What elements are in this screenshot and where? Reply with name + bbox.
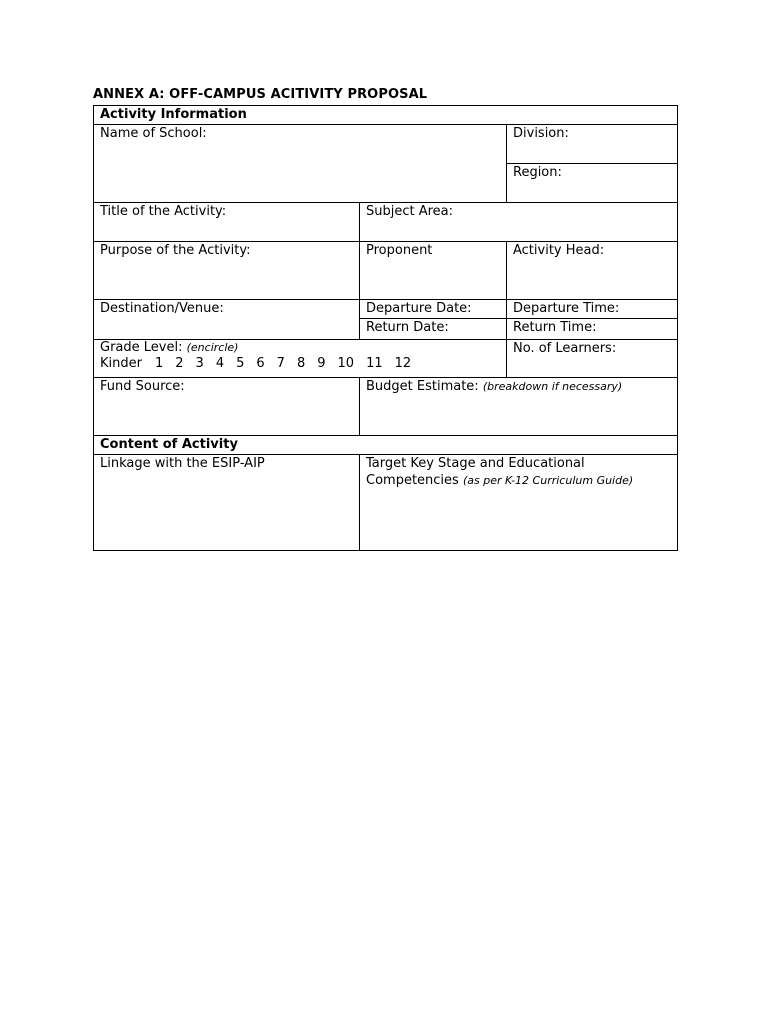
departure-date-field[interactable] bbox=[360, 300, 507, 319]
grade-level-note: (encircle) bbox=[186, 341, 239, 354]
no-of-learners-label: No. of Learners: bbox=[513, 341, 617, 356]
region-label: Region: bbox=[513, 165, 562, 180]
return-date-label: Return Date: bbox=[366, 320, 449, 335]
grade-option[interactable]: 10 bbox=[337, 356, 355, 371]
grade-option[interactable]: 7 bbox=[276, 356, 285, 371]
budget-estimate-field[interactable] bbox=[360, 378, 678, 436]
purpose-of-activity-label: Purpose of the Activity: bbox=[100, 243, 251, 258]
destination-venue-label: Destination/Venue: bbox=[100, 301, 224, 316]
grade-option[interactable]: 9 bbox=[317, 356, 326, 371]
title-of-activity-field[interactable] bbox=[94, 203, 360, 242]
activity-head-field[interactable] bbox=[507, 242, 678, 300]
grade-option[interactable]: 6 bbox=[256, 356, 265, 371]
section-heading-content-of-activity: Content of Activity bbox=[94, 436, 678, 455]
grade-option[interactable]: 8 bbox=[296, 356, 306, 371]
target-key-stage-field[interactable] bbox=[360, 455, 678, 551]
division-label: Division: bbox=[513, 126, 569, 141]
target-key-stage-label: Target Key Stage and Educational bbox=[366, 456, 585, 471]
name-of-school-label: Name of School: bbox=[100, 126, 207, 141]
proponent-field[interactable] bbox=[360, 242, 507, 300]
grade-option[interactable]: 2 bbox=[175, 356, 184, 371]
grade-level-label: Grade Level: bbox=[100, 340, 183, 355]
fund-source-label: Fund Source: bbox=[100, 379, 185, 394]
document-title: ANNEX A: OFF-CAMPUS ACITIVITY PROPOSAL bbox=[93, 87, 428, 102]
proponent-label: Proponent bbox=[366, 243, 433, 258]
linkage-field[interactable] bbox=[94, 455, 360, 551]
no-of-learners-field[interactable] bbox=[507, 340, 678, 378]
fund-source-field[interactable] bbox=[94, 378, 360, 436]
subject-area-field[interactable] bbox=[360, 203, 678, 242]
title-of-activity-label: Title of the Activity: bbox=[100, 204, 227, 219]
grade-level-field[interactable] bbox=[94, 340, 507, 378]
return-time-label: Return Time: bbox=[513, 320, 597, 335]
return-time-field[interactable] bbox=[507, 319, 678, 340]
purpose-of-activity-field[interactable] bbox=[94, 242, 360, 300]
curriculum-guide-note: (as per K-12 Curriculum Guide) bbox=[462, 474, 634, 487]
departure-date-label: Departure Date: bbox=[366, 301, 472, 316]
proposal-form-table bbox=[93, 105, 678, 551]
grade-option[interactable]: 4 bbox=[215, 356, 225, 371]
grade-option[interactable]: 11 bbox=[366, 356, 383, 371]
budget-estimate-label: Budget Estimate: bbox=[366, 379, 479, 394]
linkage-label: Linkage with the ESIP-AIP bbox=[100, 456, 265, 471]
destination-venue-field[interactable] bbox=[94, 300, 360, 340]
grade-option[interactable]: Kinder bbox=[100, 356, 142, 371]
name-of-school-field[interactable] bbox=[94, 125, 507, 203]
budget-estimate-note: (breakdown if necessary) bbox=[482, 380, 623, 393]
return-date-field[interactable] bbox=[360, 319, 507, 340]
departure-time-label: Departure Time: bbox=[513, 301, 620, 316]
departure-time-field[interactable] bbox=[507, 300, 678, 319]
grade-options bbox=[100, 356, 500, 372]
subject-area-label: Subject Area: bbox=[366, 204, 454, 219]
grade-option[interactable]: 5 bbox=[236, 356, 245, 371]
competencies-label: Competencies bbox=[366, 473, 459, 488]
section-heading-activity-information: Activity Information bbox=[94, 106, 678, 125]
division-field[interactable] bbox=[507, 125, 678, 164]
region-field[interactable] bbox=[507, 164, 678, 203]
grade-option[interactable]: 3 bbox=[195, 356, 204, 371]
grade-option[interactable]: 1 bbox=[154, 356, 164, 371]
activity-head-label: Activity Head: bbox=[513, 243, 605, 258]
grade-option[interactable]: 12 bbox=[394, 356, 412, 371]
